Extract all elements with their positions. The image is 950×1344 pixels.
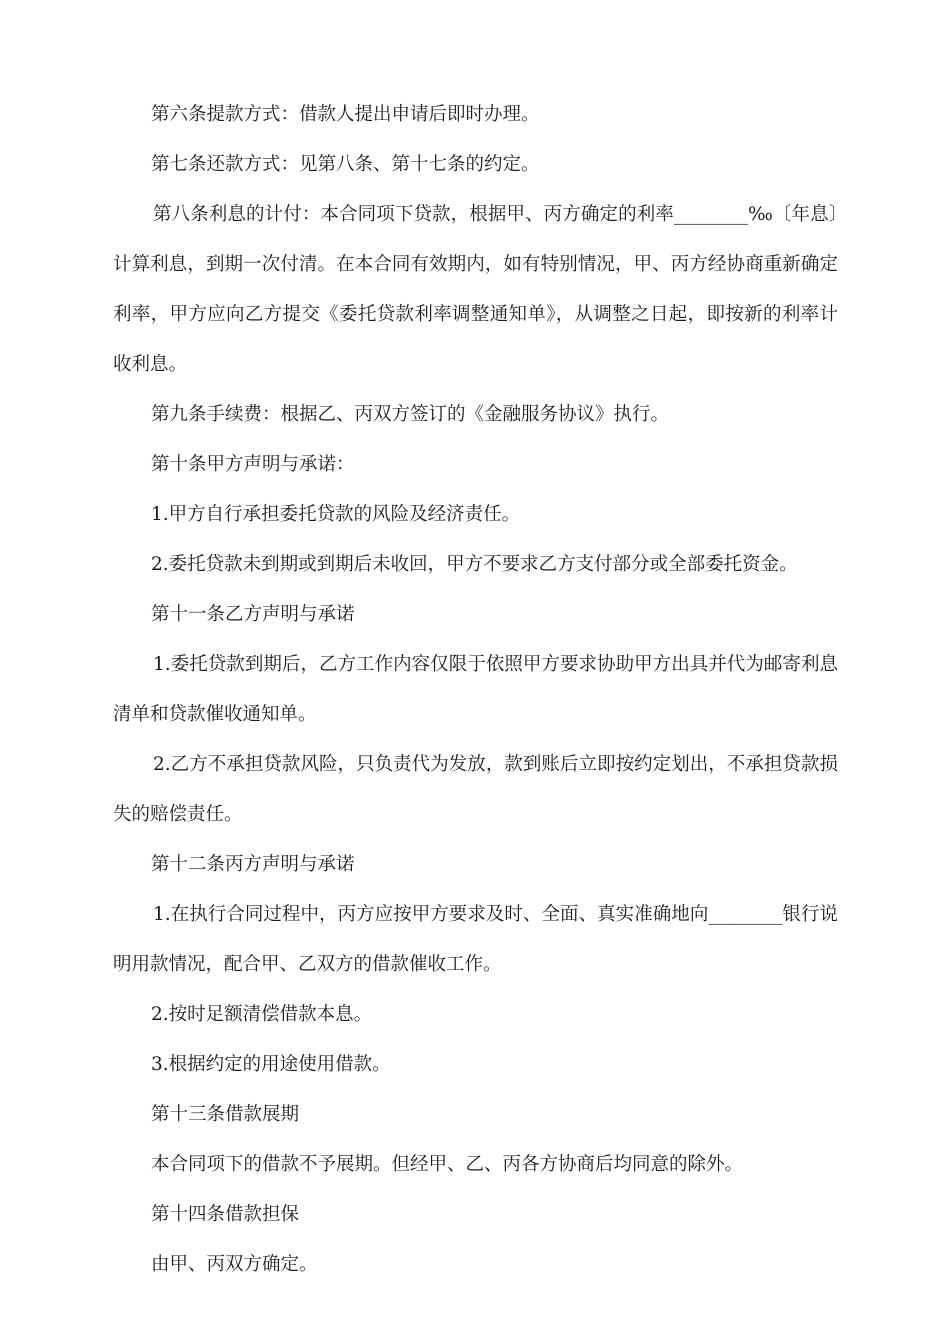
article-13-heading: 第十三条借款展期 [151,1104,300,1125]
article-10-heading: 第十条甲方声明与承诺： [151,454,355,475]
article-14-body: 由甲、丙双方确定。 [151,1254,318,1275]
article-10-item-1: 1.甲方自行承担委托贷款的风险及经济责任。 [151,504,521,525]
article-12-heading: 第十二条丙方声明与承诺 [151,854,355,875]
article-12-item-3: 3.根据约定的用途使用借款。 [151,1054,391,1075]
article-7-paragraph: 第七条还款方式：见第八条、第十七条的约定。 [151,154,540,175]
article-6-paragraph: 第六条提款方式：借款人提出申请后即时办理。 [151,104,540,125]
article-13-body: 本合同项下的借款不予展期。但经甲、乙、丙各方协商后均同意的除外。 [151,1154,744,1175]
article-12-item-1: 1.在执行合同过程中，丙方应按甲方要求及时、全面、真实准确地向________银行说明用款情况，配合甲、乙双方的借款催收工作。 [113,904,838,975]
article-11-heading: 第十一条乙方声明与承诺 [151,604,355,625]
article-9-paragraph: 第九条手续费：根据乙、丙双方签订的《金融服务协议》执行。 [151,404,670,425]
article-12-item-2: 2.按时足额清偿借款本息。 [151,1004,373,1025]
article-10-item-2: 2.委托贷款未到期或到期后未收回，甲方不要求乙方支付部分或全部委托资金。 [151,554,798,575]
article-11-item-2: 2.乙方不承担贷款风险，只负责代为发放，款到账后立即按约定划出，不承担贷款损失的赔偿责任。 [113,754,838,825]
article-8-paragraph: 第八条利息的计付：本合同项下贷款，根据甲、丙方确定的利率________‰〔年息〕计算利息，到期一次付清。在本合同有效期内，如有特别情况，甲、丙方经协商重新确定利率，甲方应向乙方提交《委托贷款利率调整通知单》，从调整之日起，即按新的利率计收利息。 [113,204,838,375]
article-14-heading: 第十四条借款担保 [151,1204,300,1225]
article-11-item-1: 1.委托贷款到期后，乙方工作内容仅限于依照甲方要求协助甲方出具并代为邮寄利息清单和贷款催收通知单。 [113,654,838,725]
